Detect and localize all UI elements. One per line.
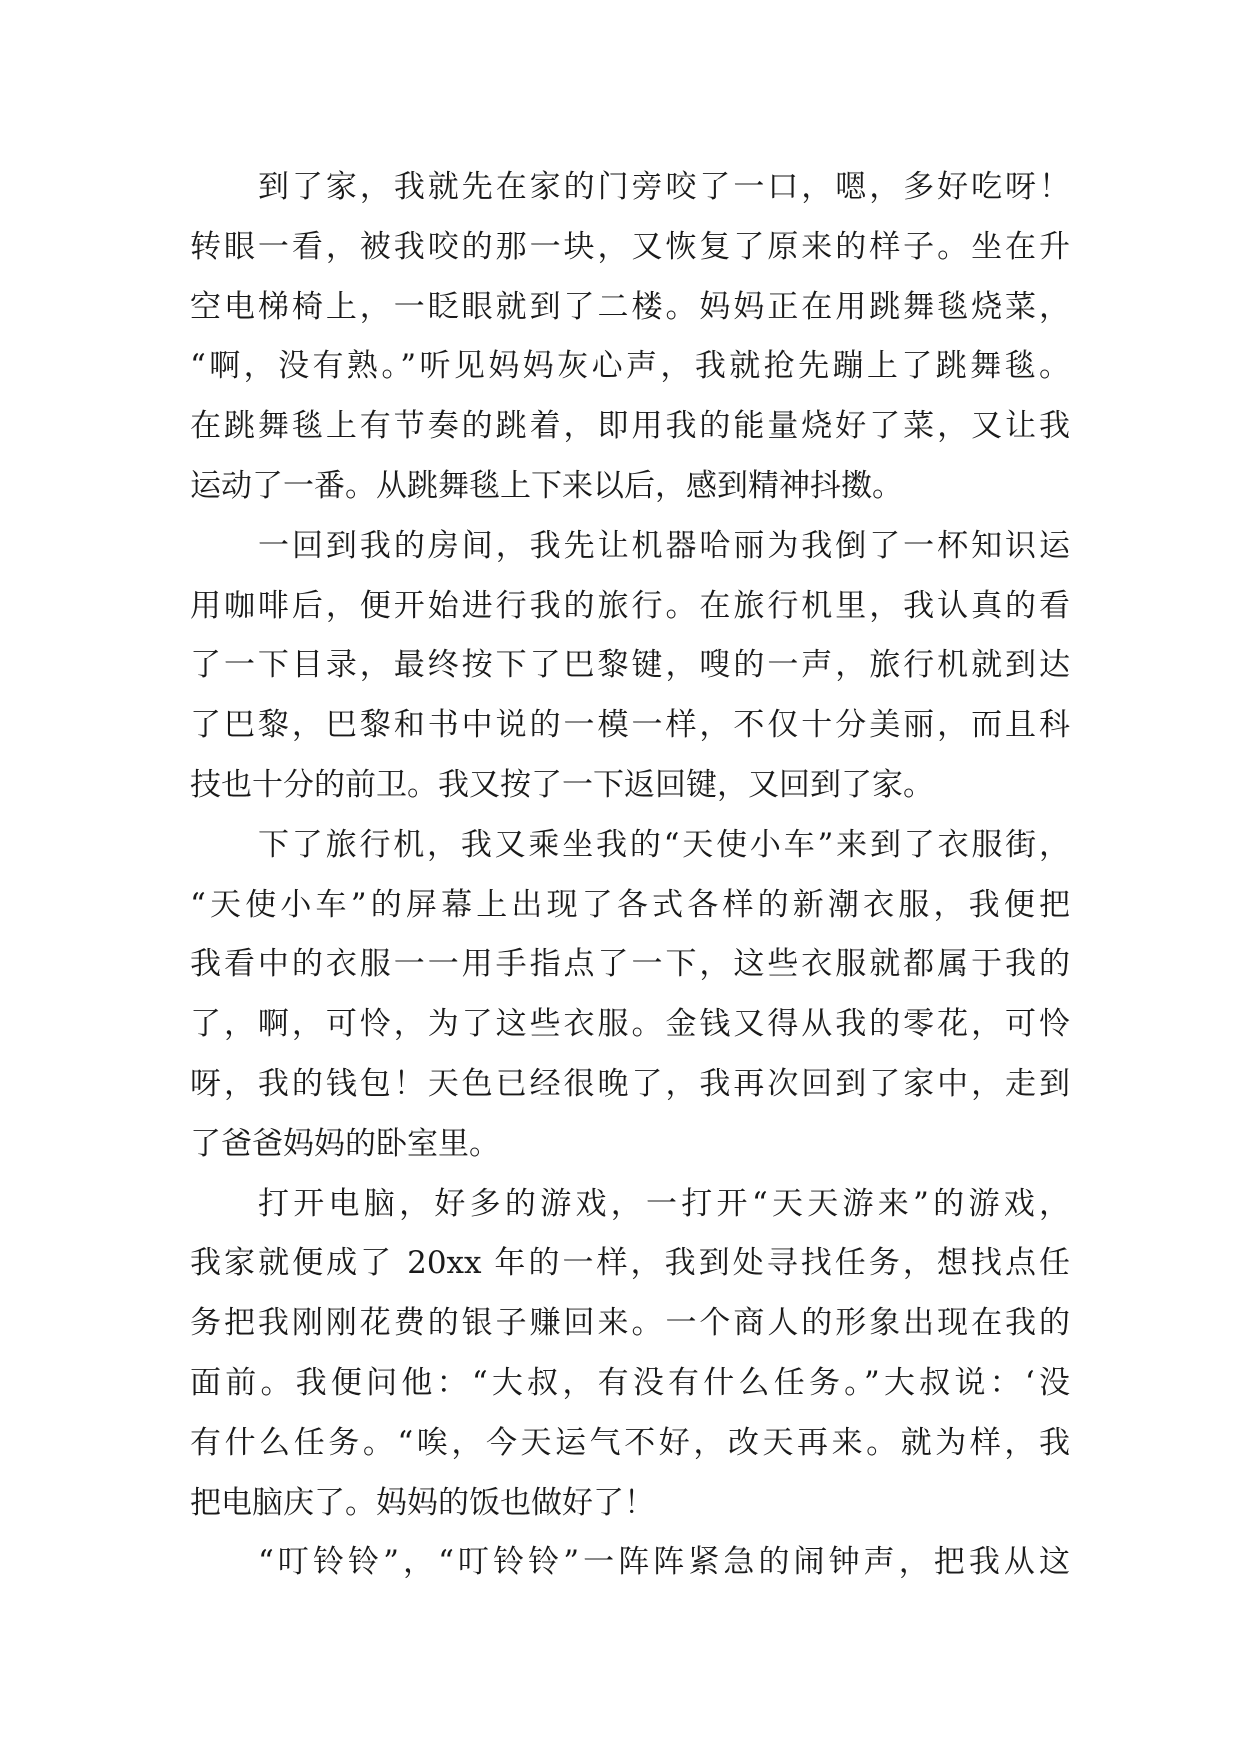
text-line: 我看中的衣服一一用手指点了一下，这些衣服就都属于我的 [190,946,1070,983]
text-line: 了巴黎，巴黎和书中说的一模一样，不仅十分美丽，而且科 [190,707,1070,744]
text-line: 用咖啡后，便开始进行我的旅行。在旅行机里，我认真的看 [190,587,1070,624]
text-line: 一回到我的房间，我先让机器哈丽为我倒了一杯知识运 [258,527,1070,564]
body-text [190,158,1070,1593]
text-line: 面前。我便问他：“大叔，有没有什么任务。”大叔说：‘没 [190,1364,1070,1401]
text-line: “天使小车”的屏幕上出现了各式各样的新潮衣服，我便把 [190,886,1070,923]
text-line: 到了家，我就先在家的门旁咬了一口，嗯，多好吃呀！ [258,169,1070,205]
text-line: 转眼一看，被我咬的那一块，又恢复了原来的样子。坐在升 [190,228,1070,265]
text-line: 了一下目录，最终按下了巴黎键，嗖的一声，旅行机就到达 [190,647,1070,684]
text-line: 我家就便成了 20xx 年的一样，我到处寻找任务，想找点任 [190,1245,1070,1282]
text-line: 呀，我的钱包！天色已经很晚了，我再次回到了家中，走到 [190,1065,1070,1102]
text-line: 技也十分的前卫。我又按了一下返回键，又回到了家。 [190,766,934,803]
text-line: “叮铃铃”，“叮铃铃”一阵阵紧急的闹钟声，把我从这 [258,1544,1070,1581]
text-line: 空电梯椅上，一眨眼就到了二楼。妈妈正在用跳舞毯烧菜， [190,288,1070,325]
text-line: “啊，没有熟。”听见妈妈灰心声，我就抢先蹦上了跳舞毯。 [190,348,1070,385]
text-line: 把电脑庆了。妈妈的饭也做好了！ [190,1484,655,1521]
text-line: 在跳舞毯上有节奏的跳着，即用我的能量烧好了菜，又让我 [190,408,1070,445]
text-line: 有什么任务。“唉，今天运气不好，改天再来。就为样，我 [190,1424,1070,1461]
text-line: 了，啊，可怜，为了这些衣服。金钱又得从我的零花，可怜 [190,1006,1070,1043]
text-line: 打开电脑，好多的游戏，一打开“天天游来”的游戏， [258,1185,1070,1222]
text-line: 运动了一番。从跳舞毯上下来以后，感到精神抖擞。 [190,467,903,504]
text-line: 了爸爸妈妈的卧室里。 [190,1125,500,1162]
text-line: 务把我刚刚花费的银子赚回来。一个商人的形象出现在我的 [190,1305,1070,1342]
text-line: 下了旅行机，我又乘坐我的“天使小车”来到了衣服街， [258,826,1070,863]
